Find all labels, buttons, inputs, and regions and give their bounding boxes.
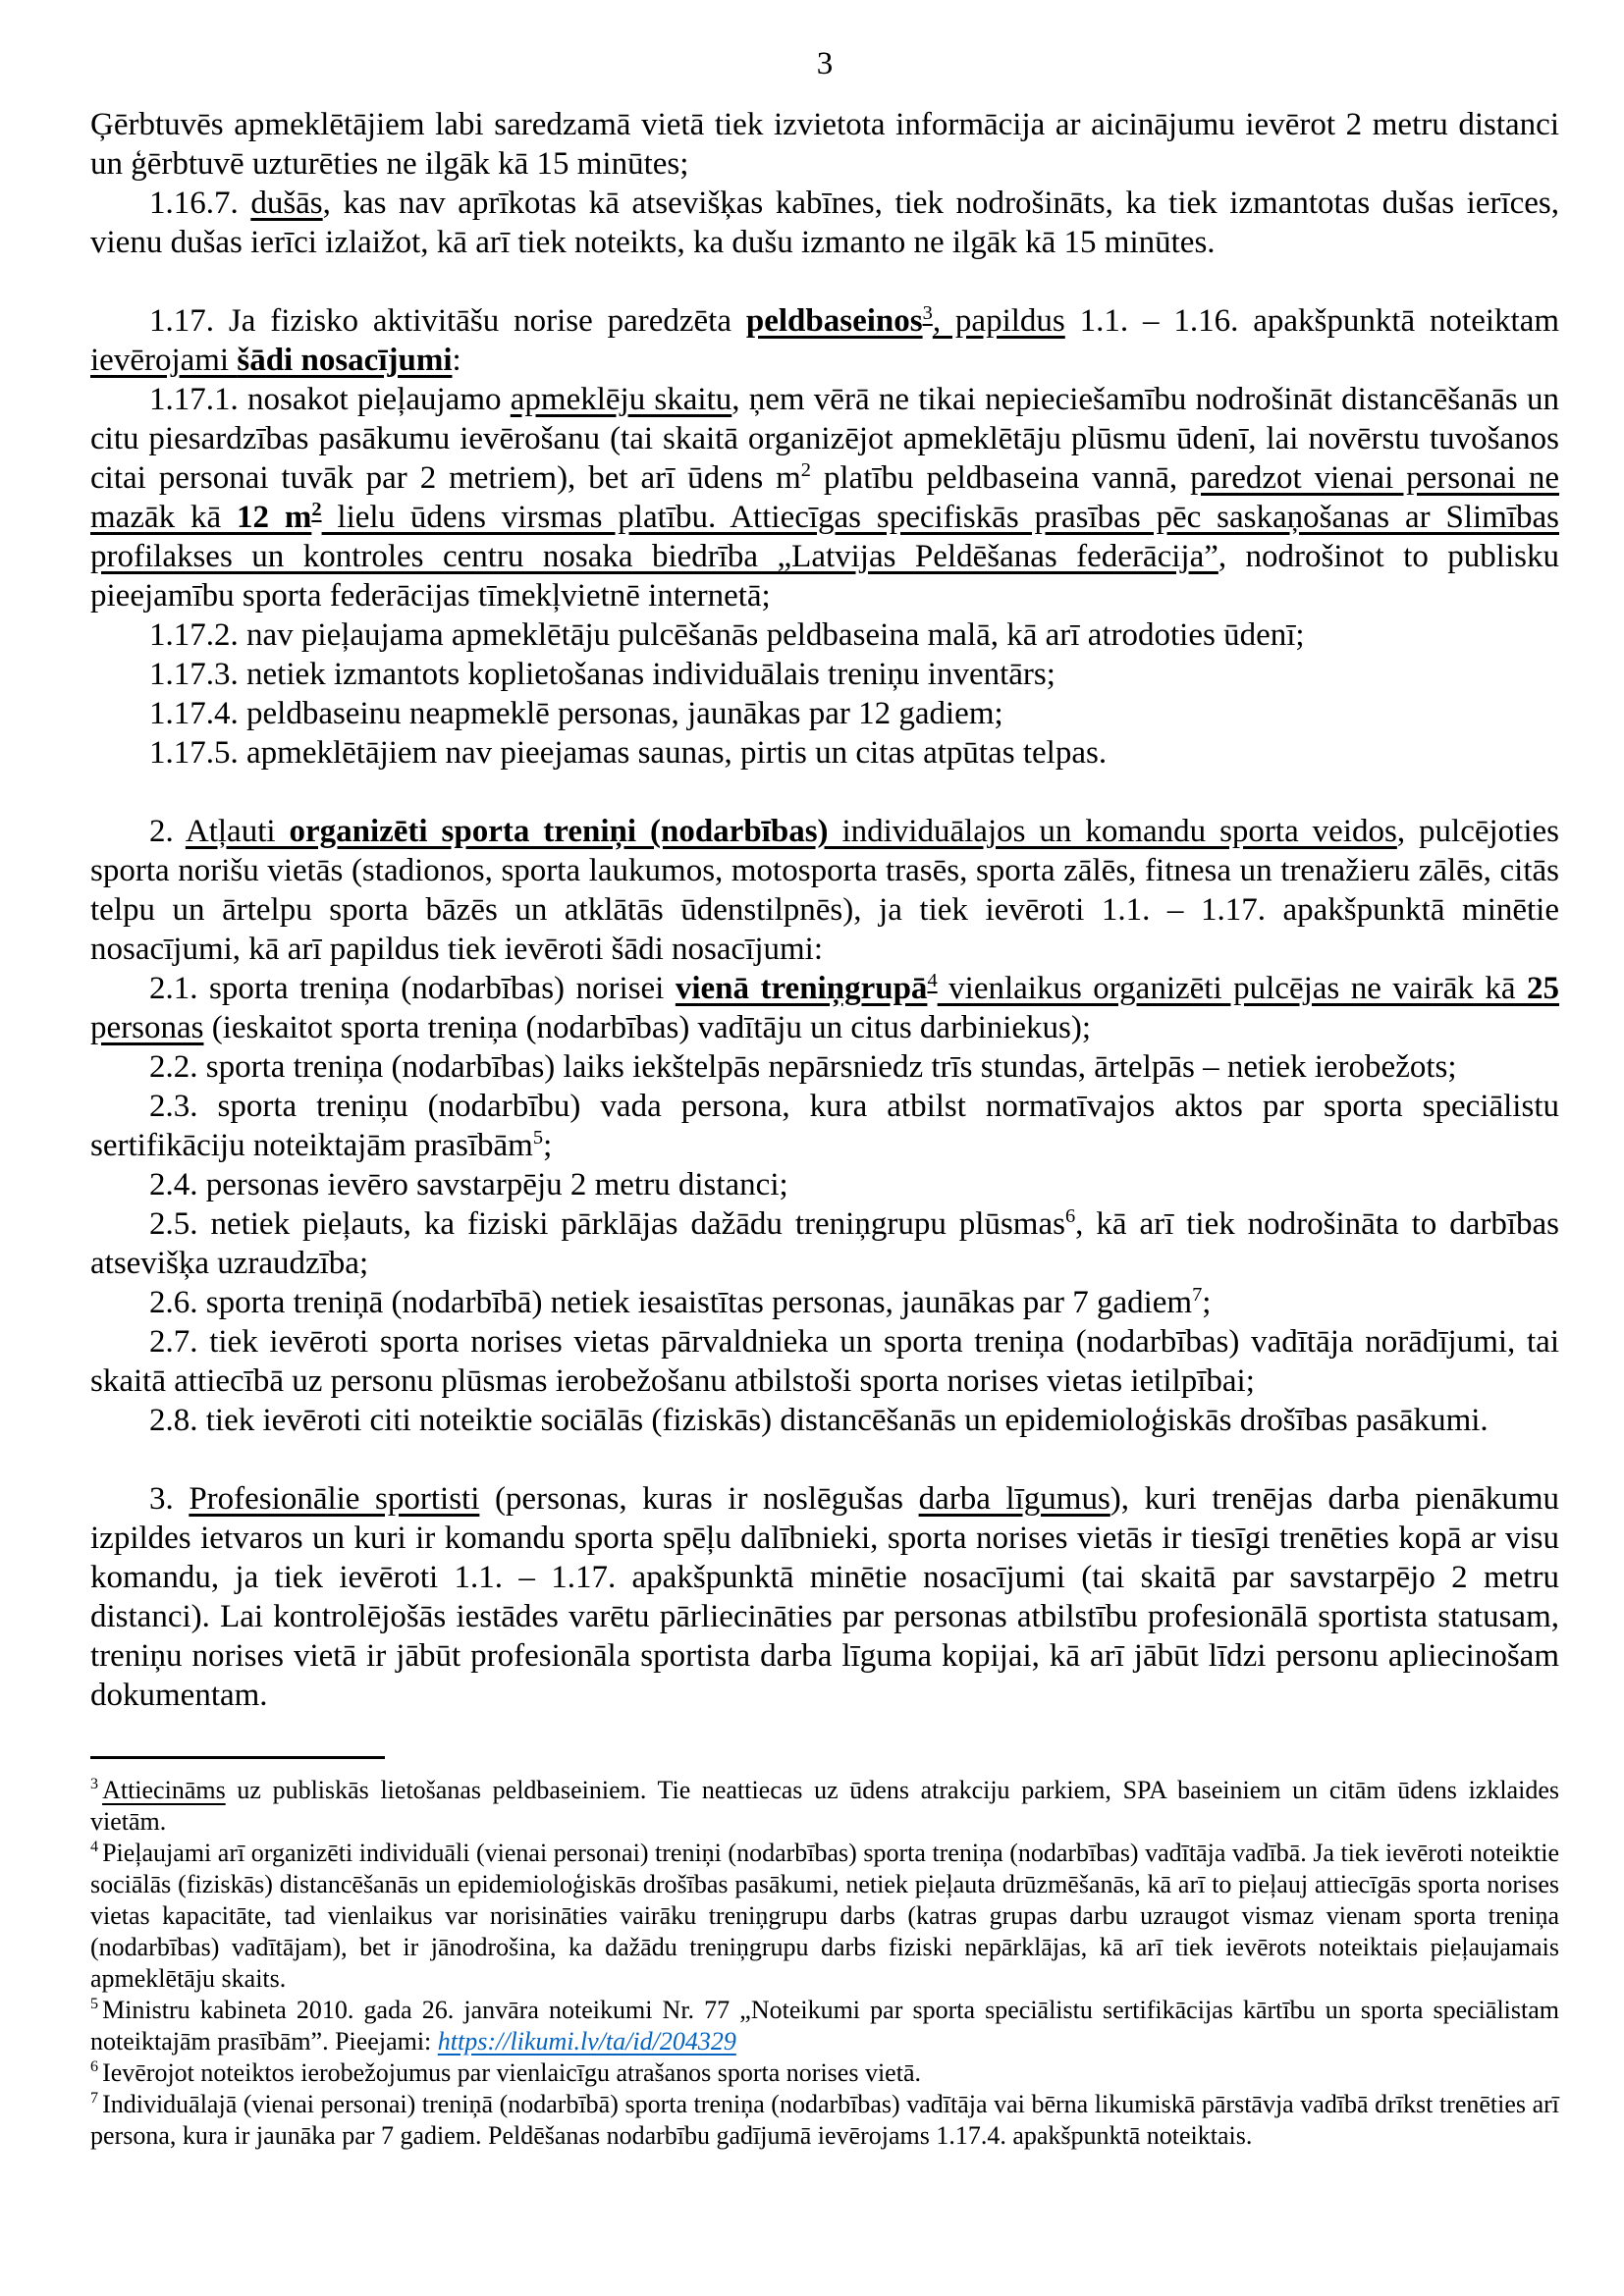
text-run: 25 — [1527, 971, 1559, 1006]
text-run: šādi nosacījumi — [237, 343, 453, 378]
superscript-reference — [923, 302, 933, 324]
text-run: vienā treniņgrupā — [675, 971, 928, 1006]
text-run: ievērojami — [90, 343, 238, 378]
text-run: (ieskaitot sporta treniņa (nodarbības) vadītāju un citus darbiniekus); — [203, 1010, 1092, 1045]
text-run: 2.8. tiek ievēroti citi noteiktie sociālās (fiziskās) distancēšanās un epidemioloģiskās drošības pasākumi. — [149, 1403, 1489, 1438]
text-run: darba līgumus — [918, 1481, 1110, 1517]
text-run: , ņem vērā ne tikai nepieciešamību nodrošināt distancēšanās un citu piesardzības pasākumu ievērošanu (tai skaitā organizējot apmeklētāju plūsmu ūdenī, lai novērstu tuvošanos citai personai tuvāk par 2 metriem), bet arī ūdens m — [90, 382, 1559, 496]
body-paragraph — [90, 1401, 1559, 1440]
footnote-marker: 7 — [90, 2090, 99, 2108]
text-run: (personas, kuras ir noslēgušas — [479, 1481, 919, 1517]
text-run: 12 m — [236, 500, 312, 535]
text-run: personas — [90, 1010, 204, 1045]
text-run: platību peldbaseina vannā, — [810, 460, 1191, 496]
footnote-item — [90, 2089, 1559, 2152]
body-paragraph — [90, 733, 1559, 773]
body-paragraph — [90, 812, 1559, 969]
text-run: Individuālajā (vienai personai) treniņā (nodarbībā) sporta treniņa (nodarbības) vadītāja vai bērna likumiskā pārstāvja vadībā drīkst trenēties arī persona, kura ir jaunāka par 7 gadiem. Peldēšanas nodarbību gadījumā ievērojams 1.17.4. apakšpunktā noteiktais. — [90, 2090, 1559, 2150]
body-paragraph — [90, 1165, 1559, 1204]
footnote-separator — [90, 1756, 385, 1759]
text-run: Profesionālie sportisti — [189, 1481, 480, 1517]
text-run: Pieļaujami arī organizēti individuāli (vienai personai) treniņi (nodarbības) sporta treniņa (nodarbības) vadītāja vadībā. Ja tiek ievēroti noteiktie sociālās (fiziskās) distancēšanās un epidemioloģiskās drošības pasākumi, netiek pieļauta drūzmēšanās, kā arī to pieļauj attiecīgās sporta norises vietas kapacitāte, tad vienlaikus var norisināties vairāku treniņgrupu darbs (katras grupas darbu uzraugot vismaz vienam sporta treniņa (nodarbības) vadītājam), bet ir jānodrošina, ka dažādu treniņgrupu darbs fiziski nepārklājas, kā arī tiek ievērots noteiktais pieļaujamais apmeklētāju skaits. — [90, 1839, 1559, 1993]
text-run: apmeklēju skaitu — [510, 382, 732, 417]
text-run: 3 — [922, 302, 933, 324]
text-run: , pulcējoties sporta norišu vietās (stadionos, sporta laukumos, motosporta trasēs, sporta zālēs, fitnesa un trenažieru zālēs, citās telpu un ārtelpu sporta bāzēs un atklātās ūdenstilpnēs), ja tiek ievēroti 1.1. – 1.17. apakšpunktā minētie nosacījumi, kā arī papildus tiek ievēroti šādi nosacījumi: — [90, 814, 1559, 967]
hyperlink[interactable]: https://likumi.lv/ta/id/204329 — [437, 2027, 736, 2056]
superscript-reference — [1065, 1205, 1075, 1227]
text-run: 2 — [800, 459, 811, 481]
text-run: , kas nav aprīkotas kā atsevišķas kabīnes, tiek nodrošināts, ka tiek izmantotas dušas ierīces, vienu dušas ierīci izlaižot, kā arī tiek noteikts, ka dušu izmanto ne ilgāk kā 15 minūtes. — [90, 186, 1559, 260]
text-run: 1.17.2. nav pieļaujama apmeklētāju pulcēšanās peldbaseina malā, kā arī atrodoties ūdenī; — [149, 617, 1305, 653]
text-run: 3. — [149, 1481, 189, 1517]
text-run: 1.17.4. peldbaseinu neapmeklē personas, jaunākas par 12 gadiem; — [149, 696, 1003, 731]
text-run: 1.16.7. — [149, 186, 251, 221]
text-run: 2.3. sporta treniņu (nodarbību) vada persona, kura atbilst normatīvajos aktos par sporta speciālistu sertifikāciju noteiktajām prasībām — [90, 1089, 1559, 1163]
body-paragraph — [90, 694, 1559, 733]
text-run: 1.1. – 1.16. apakšpunktā noteiktam — [1064, 303, 1560, 339]
text-run: 1.17.1. nosakot pieļaujamo — [149, 382, 511, 417]
body-paragraph — [90, 1479, 1559, 1715]
body-paragraph — [90, 1283, 1559, 1322]
text-run: 4 — [927, 970, 938, 991]
footnote-item — [90, 1838, 1559, 1995]
footnote-item — [90, 2057, 1559, 2089]
body-paragraph — [90, 969, 1559, 1047]
text-run: dušās — [250, 186, 323, 221]
body-paragraph — [90, 655, 1559, 694]
footnote-marker: 4 — [90, 1839, 99, 1856]
text-run: 2.4. personas ievēro savstarpēju 2 metru distanci; — [149, 1167, 788, 1202]
superscript-reference — [801, 459, 811, 481]
text-run: uz publiskās lietošanas peldbaseiniem. Tie neattiecas uz ūdens atrakciju parkiem, SPA baseiniem un citām ūdens izklaides vietām. — [90, 1776, 1559, 1836]
text-run: 2. — [149, 814, 186, 849]
text-run: 5 — [532, 1127, 544, 1148]
text-run: paredzot vienai personai ne mazāk kā — [90, 460, 1560, 535]
text-run: ; — [1202, 1285, 1212, 1320]
text-run: ; — [543, 1128, 553, 1163]
body-paragraph — [90, 1087, 1559, 1165]
text-run: 2.7. tiek ievēroti sporta norises vietas pārvaldnieka un sporta treniņa (nodarbības) vadītāja norādījumi, tai skaitā attiecībā uz personu plūsmas ierobežošanu atbilstoši sporta norises vietas ietilpībai; — [90, 1324, 1559, 1399]
superscript-reference — [533, 1127, 543, 1148]
text-run: Atļauti — [185, 814, 290, 849]
body-paragraph — [90, 380, 1559, 615]
body-paragraph — [90, 1204, 1559, 1283]
text-run: 2.6. sporta treniņā (nodarbībā) netiek iesaistītas personas, jaunākas par 7 gadiem — [149, 1285, 1193, 1320]
body-paragraph — [90, 1322, 1559, 1401]
superscript-reference — [927, 970, 937, 991]
text-run: 2.1. sporta treniņa (nodarbības) norisei — [149, 971, 676, 1006]
text-run: peldbaseinos — [745, 303, 923, 339]
superscript-reference — [311, 499, 321, 520]
text-run: Ievērojot noteiktos ierobežojumus par vienlaicīgu atrašanos sporta norises vietā. — [102, 2058, 921, 2087]
text-run: vienlaikus organizēti pulcējas ne vairāk kā — [937, 971, 1527, 1006]
text-run: : — [452, 343, 461, 378]
footnote-marker: 5 — [90, 1996, 99, 2013]
text-run: 7 — [1192, 1284, 1203, 1306]
text-run: , papildus — [932, 303, 1065, 339]
superscript-reference — [1192, 1284, 1202, 1306]
text-run: Attiecināms — [102, 1776, 226, 1804]
text-run: ), kuri trenējas darba pienākumu izpildes ietvaros un kuri ir komandu sporta spēļu dalībnieki, sporta norises vietās ir tiesīgi trenēties kopā ar visu komandu, ja tiek ievēroti 1.1. – 1.17. apakšpunktā minētie nosacījumi (tai skaitā par savstarpējo 2 metru distanci). Lai kontrolējošās iestādes varētu pārliecināties par personas atbilstību profesionālā sportista statusam, treniņu norises vietā ir jābūt profesionāla sportista darba līguma kopijai, kā arī jābūt līdzi personu apliecinošam dokumentam. — [90, 1481, 1560, 1713]
text-run: individuālajos un komandu sporta veidos — [828, 814, 1397, 849]
body-paragraph — [90, 1047, 1559, 1087]
text-run: organizēti sporta treniņi (nodarbības) — [289, 814, 829, 849]
footnote-marker: 3 — [90, 1776, 99, 1793]
text-run: 1.17. Ja fizisko aktivitāšu norise paredzēta — [149, 303, 746, 339]
footnotes-section — [90, 1775, 1559, 2152]
page-number: 3 — [816, 46, 834, 81]
body-paragraph — [90, 615, 1559, 655]
text-run: 1.17.3. netiek izmantots koplietošanas individuālais treniņu inventārs; — [149, 657, 1056, 692]
text-run: lielu ūdens virsmas platību. Attiecīgas specifiskās prasības pēc saskaņošanas ar Slimības profilakses un kontroles centru nosaka biedrība „Latvijas Peldēšanas federācija” — [90, 500, 1559, 574]
text-run: , kā arī tiek nodrošināta to darbības atsevišķa uzraudzība; — [90, 1206, 1559, 1281]
body-paragraph — [90, 105, 1559, 184]
body-paragraph — [90, 301, 1559, 380]
body-paragraph — [90, 184, 1559, 262]
text-run: 1.17.5. apmeklētājiem nav pieejamas saunas, pirtis un citas atpūtas telpas. — [149, 735, 1108, 771]
text-run: Ģērbtuvēs apmeklētājiem labi saredzamā vietā tiek izvietota informācija ar aicinājumu ievērot 2 metru distanci un ģērbtuvē uzturēties ne ilgāk kā 15 minūtes; — [90, 107, 1559, 182]
footnote-item — [90, 1995, 1559, 2057]
text-run: 2.5. netiek pieļauts, ka fiziski pārklājas dažādu treniņgrupu plūsmas — [149, 1206, 1065, 1242]
footnote-marker: 6 — [90, 2058, 99, 2076]
footnote-item — [90, 1775, 1559, 1838]
text-run: 2.2. sporta treniņa (nodarbības) laiks iekštelpās nepārsniedz trīs stundas, ārtelpās – netiek ierobežots; — [149, 1049, 1457, 1085]
text-run: 2 — [311, 499, 322, 520]
text-run: , nodrošinot to publisku pieejamību sporta federācijas tīmekļvietnē internetā; — [90, 539, 1559, 614]
text-run: Ministru kabineta 2010. gada 26. janvāra noteikumi Nr. 77 „Noteikumi par sporta speciālistu sertifikācijas kārtību un sporta speciālistam noteiktajām prasībām”. Pieejami: — [90, 1996, 1559, 2056]
document-body — [90, 105, 1559, 1715]
text-run: 6 — [1064, 1205, 1076, 1227]
